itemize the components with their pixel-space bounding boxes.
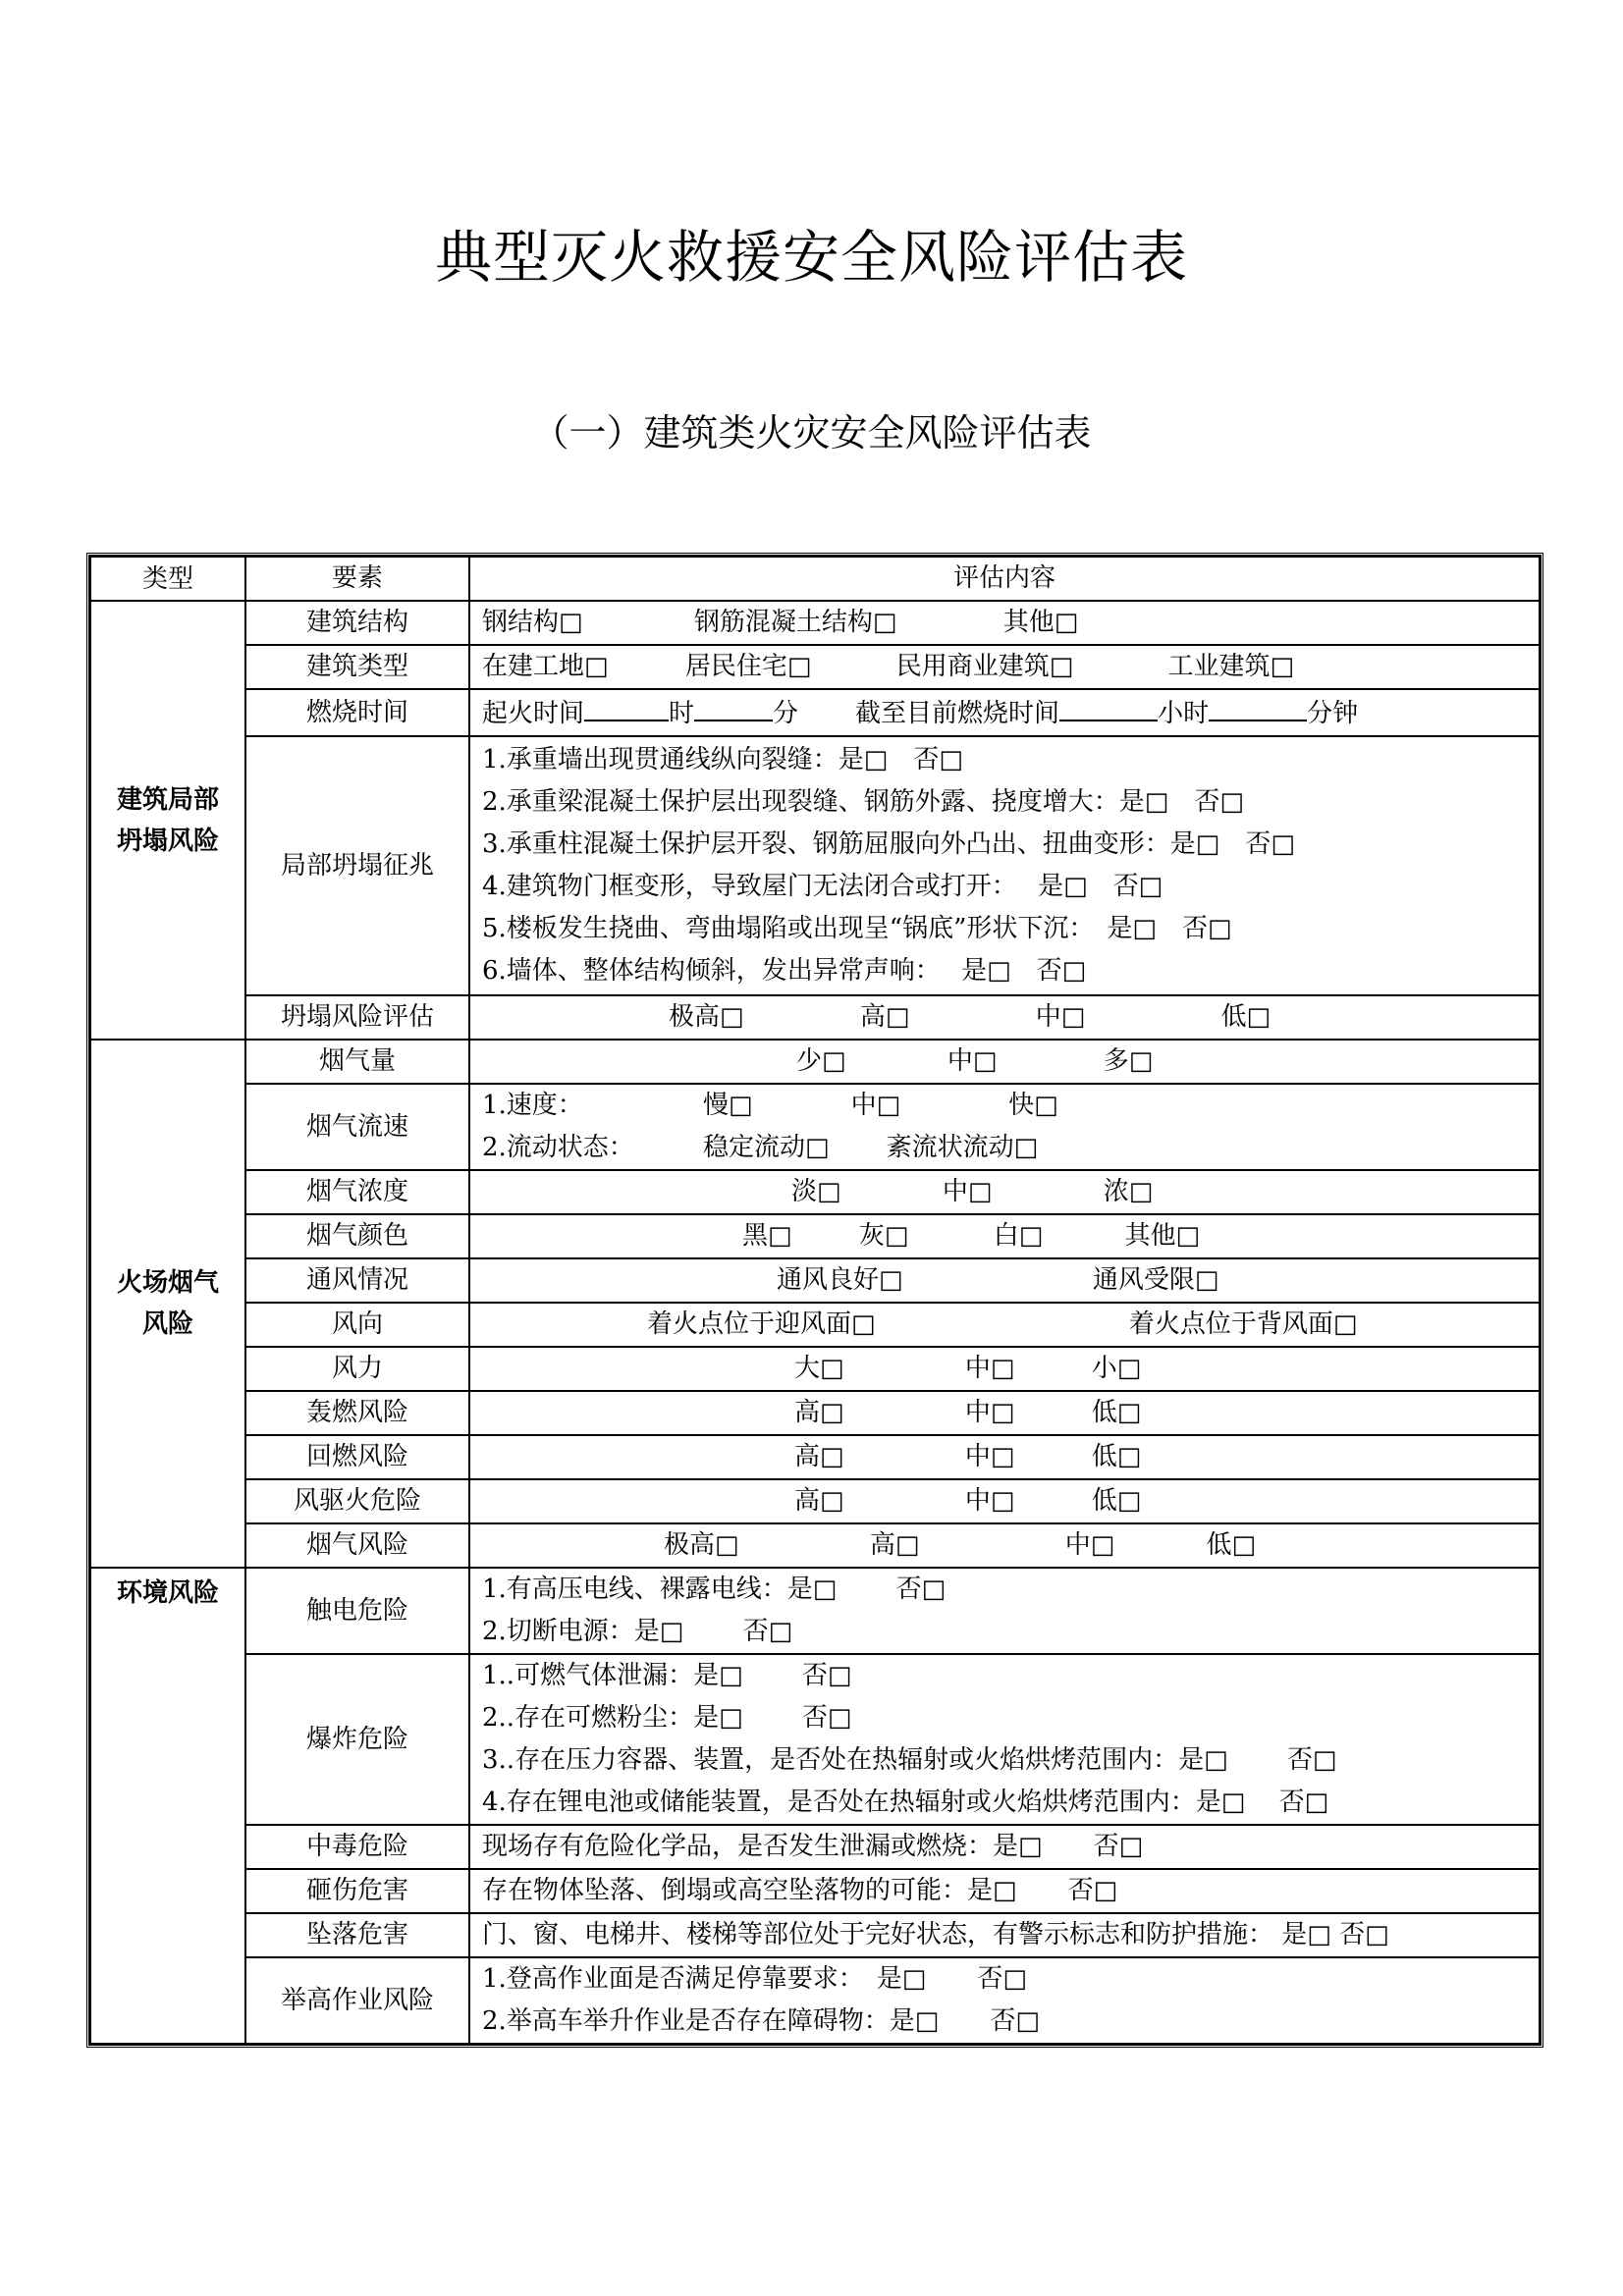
table-row [90, 601, 1540, 645]
element-label: 建筑类型 [245, 645, 469, 689]
option-checkbox[interactable]: 低□ [1091, 1486, 1142, 1516]
element-label: 坠落危害 [245, 1913, 469, 1957]
checklist-line[interactable]: 2.举高车举升作业是否存在障碍物：是□ 否□ [482, 2006, 1040, 2036]
checklist-line[interactable]: 2.切断电源：是□ 否□ [482, 1617, 793, 1646]
content-cell [469, 995, 1540, 1040]
option-checkbox[interactable]: 着火点位于背风面□ [1128, 1309, 1358, 1339]
checklist-line[interactable]: 存在物体坠落、倒塌或高空坠落物的可能：是□ 否□ [482, 1876, 1118, 1905]
option-checkbox[interactable]: 低□ [1220, 1002, 1271, 1032]
option-checkbox[interactable]: 工业建筑□ [1167, 652, 1295, 681]
checklist-line[interactable]: 1.登高作业面是否满足停靠要求： 是□ 否□ [482, 1964, 1027, 1994]
option-checkbox[interactable]: 通风良好□ [777, 1265, 903, 1295]
element-label: 触电危险 [245, 1568, 469, 1654]
elapsed-minute-label: 分钟 [1307, 699, 1359, 728]
checklist-line[interactable]: 5.楼板发生挠曲、弯曲塌陷或出现呈“锅底”形状下沉： 是□ 否□ [482, 914, 1232, 943]
header-type: 类型 [90, 557, 245, 601]
option-checkbox[interactable]: 大□ [794, 1354, 844, 1383]
table-row [90, 1435, 1540, 1479]
minute-blank[interactable] [694, 690, 773, 721]
content-cell [469, 601, 1540, 645]
content-cell [469, 1869, 1540, 1913]
table-row [90, 1214, 1540, 1258]
risk-assessment-table [86, 553, 1543, 2048]
checklist-line[interactable]: 1.承重墙出现贯通线纵向裂缝：是□ 否□ [482, 745, 963, 774]
checklist-line[interactable]: 6.墙体、整体结构倾斜，发出异常声响： 是□ 否□ [482, 956, 1087, 986]
option-checkbox[interactable]: 其他□ [1002, 608, 1079, 637]
content-cell [469, 1568, 1540, 1654]
element-label: 烟气量 [245, 1040, 469, 1084]
option-checkbox[interactable]: 高□ [859, 1002, 910, 1032]
checklist-line[interactable]: 4.存在锂电池或储能装置，是否处在热辐射或火焰烘烤范围内：是□ 否□ [482, 1788, 1329, 1817]
content-cell [469, 1523, 1540, 1568]
option-checkbox[interactable]: 中□ [942, 1177, 993, 1206]
table-row [90, 1040, 1540, 1084]
flow-state-label: 2.流动状态： [482, 1133, 634, 1162]
option-checkbox[interactable]: 白□ [993, 1221, 1044, 1251]
elapsed-label: 截至目前燃烧时间 [855, 699, 1060, 728]
header-element: 要素 [245, 557, 469, 601]
option-checkbox[interactable]: 中□ [1064, 1530, 1115, 1560]
element-label: 风驱火危险 [245, 1479, 469, 1523]
content-cell [469, 1479, 1540, 1523]
category-fire-smoke: 火场烟气 风险 [90, 1040, 245, 1568]
element-label: 砸伤危害 [245, 1869, 469, 1913]
hour-blank[interactable] [584, 690, 669, 721]
option-checkbox[interactable]: 高□ [794, 1442, 844, 1471]
hour-label: 时 [669, 699, 695, 728]
elapsed-minute-blank[interactable] [1209, 690, 1307, 721]
element-label: 风力 [245, 1347, 469, 1391]
checklist-line[interactable]: 1..可燃气体泄漏：是□ 否□ [482, 1661, 852, 1690]
table-row [90, 1654, 1540, 1825]
option-checkbox[interactable]: 民用商业建筑□ [895, 652, 1074, 681]
elapsed-hour-blank[interactable] [1059, 690, 1158, 721]
table-row [90, 645, 1540, 689]
content-cell [469, 1654, 1540, 1825]
option-checkbox[interactable]: 中□ [1035, 1002, 1086, 1032]
option-checkbox[interactable]: 稳定流动□ [703, 1133, 830, 1162]
option-checkbox[interactable]: 淡□ [791, 1177, 841, 1206]
option-checkbox[interactable]: 黑□ [742, 1221, 792, 1251]
option-checkbox[interactable]: 慢□ [703, 1091, 753, 1120]
category-environment: 环境风险 [90, 1568, 245, 2044]
option-checkbox[interactable]: 高□ [869, 1530, 920, 1560]
element-label: 烟气风险 [245, 1523, 469, 1568]
checklist-line[interactable]: 1.有高压电线、裸露电线：是□ 否□ [482, 1575, 947, 1604]
option-checkbox[interactable]: 钢结构□ [482, 608, 583, 637]
checklist-line[interactable]: 3.承重柱混凝土保护层开裂、钢筋屈服向外凸出、扭曲变形：是□ 否□ [482, 829, 1295, 859]
option-checkbox[interactable]: 快□ [1008, 1091, 1058, 1120]
content-cell [469, 1170, 1540, 1214]
element-label: 举高作业风险 [245, 1957, 469, 2044]
element-label: 爆炸危险 [245, 1654, 469, 1825]
content-cell [469, 1214, 1540, 1258]
table-row [90, 736, 1540, 995]
element-label: 通风情况 [245, 1258, 469, 1303]
option-checkbox[interactable]: 小□ [1091, 1354, 1142, 1383]
option-checkbox[interactable]: 其他□ [1124, 1221, 1201, 1251]
table-row [90, 1957, 1540, 2044]
element-label: 风向 [245, 1303, 469, 1347]
table-row [90, 1391, 1540, 1435]
option-checkbox[interactable]: 紊流状流动□ [886, 1133, 1039, 1162]
checklist-line[interactable]: 现场存有危险化学品，是否发生泄漏或燃烧：是□ 否□ [482, 1832, 1144, 1861]
element-label: 烟气颜色 [245, 1214, 469, 1258]
header-content: 评估内容 [469, 557, 1540, 601]
option-checkbox[interactable]: 低□ [1091, 1442, 1142, 1471]
element-label: 回燃风险 [245, 1435, 469, 1479]
option-checkbox[interactable]: 着火点位于迎风面□ [647, 1309, 876, 1339]
content-cell [469, 736, 1540, 995]
table-row [90, 1568, 1540, 1654]
content-cell [469, 1040, 1540, 1084]
category-building-collapse: 建筑局部 坍塌风险 [90, 601, 245, 1040]
content-cell [469, 1084, 1540, 1170]
option-checkbox[interactable]: 通风受限□ [1092, 1265, 1219, 1295]
table-row [90, 1869, 1540, 1913]
option-checkbox[interactable]: 低□ [1091, 1398, 1142, 1427]
checklist-line[interactable]: 门、窗、电梯井、楼梯等部位处于完好状态，有警示标志和防护措施： 是□ 否□ [482, 1920, 1389, 1949]
option-checkbox[interactable]: 少□ [796, 1046, 846, 1076]
table-row [90, 995, 1540, 1040]
table-row [90, 1523, 1540, 1568]
table-row [90, 1258, 1540, 1303]
content-cell [469, 1347, 1540, 1391]
table-row [90, 1303, 1540, 1347]
element-label: 烟气流速 [245, 1084, 469, 1170]
option-checkbox[interactable]: 中□ [850, 1091, 901, 1120]
table-row [90, 1170, 1540, 1214]
element-label: 局部坍塌征兆 [245, 736, 469, 995]
content-cell [469, 645, 1540, 689]
content-cell [469, 1391, 1540, 1435]
checklist-line[interactable]: 4.建筑物门框变形，导致屋门无法闭合或打开： 是□ 否□ [482, 872, 1163, 901]
content-cell [469, 1258, 1540, 1303]
content-cell [469, 1957, 1540, 2044]
element-label: 轰燃风险 [245, 1391, 469, 1435]
element-label: 燃烧时间 [245, 689, 469, 736]
option-checkbox[interactable]: 低□ [1206, 1530, 1257, 1560]
table-row [90, 1084, 1540, 1170]
fire-start-label: 起火时间 [482, 699, 585, 728]
option-checkbox[interactable]: 极高□ [664, 1530, 739, 1560]
table-row [90, 1913, 1540, 1957]
content-cell [469, 689, 1540, 736]
option-checkbox[interactable]: 中□ [964, 1442, 1015, 1471]
document-title: 典型灭火救援安全风险评估表 [434, 224, 1188, 291]
minute-label: 分 [773, 699, 799, 728]
option-checkbox[interactable]: 在建工地□ [482, 652, 609, 681]
option-checkbox[interactable]: 浓□ [1103, 1177, 1154, 1206]
table-row [90, 1347, 1540, 1391]
option-checkbox[interactable]: 多□ [1103, 1046, 1154, 1076]
table-header-row [90, 557, 1540, 601]
table-row [90, 1479, 1540, 1523]
option-checkbox[interactable]: 钢筋混凝土结构□ [693, 608, 897, 637]
speed-label: 1.速度： [482, 1091, 583, 1120]
element-label: 烟气浓度 [245, 1170, 469, 1214]
option-checkbox[interactable]: 中□ [964, 1354, 1015, 1383]
content-cell [469, 1913, 1540, 1957]
checklist-line[interactable]: 2..存在可燃粉尘：是□ 否□ [482, 1703, 852, 1733]
option-checkbox[interactable]: 高□ [794, 1486, 844, 1516]
table-row [90, 1825, 1540, 1869]
option-checkbox[interactable]: 极高□ [669, 1002, 744, 1032]
checklist-line[interactable]: 3..存在压力容器、装置，是否处在热辐射或火焰烘烤范围内：是□ 否□ [482, 1745, 1337, 1775]
document-subtitle: （一）建筑类火灾安全风险评估表 [531, 411, 1092, 454]
option-checkbox[interactable]: 中□ [964, 1486, 1015, 1516]
checklist-line[interactable]: 2.承重梁混凝土保护层出现裂缝、钢筋外露、挠度增大：是□ 否□ [482, 787, 1244, 817]
option-checkbox[interactable]: 高□ [794, 1398, 844, 1427]
elapsed-hour-label: 小时 [1158, 699, 1210, 728]
option-checkbox[interactable]: 中□ [964, 1398, 1015, 1427]
element-label: 坍塌风险评估 [245, 995, 469, 1040]
content-cell [469, 1303, 1540, 1347]
option-checkbox[interactable]: 居民住宅□ [684, 652, 812, 681]
option-checkbox[interactable]: 中□ [947, 1046, 998, 1076]
element-label: 建筑结构 [245, 601, 469, 645]
element-label: 中毒危险 [245, 1825, 469, 1869]
table-row [90, 689, 1540, 736]
content-cell [469, 1825, 1540, 1869]
content-cell [469, 1435, 1540, 1479]
option-checkbox[interactable]: 灰□ [858, 1221, 909, 1251]
